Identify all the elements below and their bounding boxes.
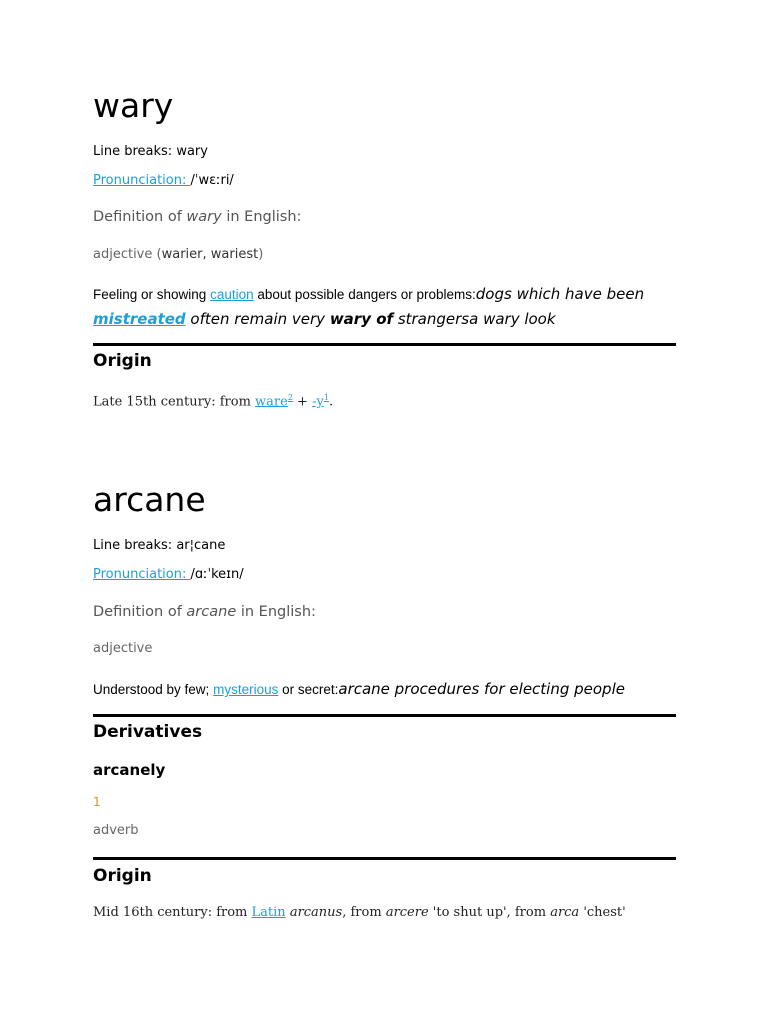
example-text: dogs which have been bbox=[475, 285, 645, 303]
definition-word: arcane bbox=[186, 604, 237, 620]
example-text: often remain very bbox=[185, 310, 330, 328]
origin-text-part: 'to shut up', from bbox=[428, 905, 551, 920]
origin-title: Origin bbox=[93, 351, 152, 371]
pronunciation-ipa: /ɑːˈkeɪn/ bbox=[190, 567, 244, 582]
derivative-word: arcanely bbox=[93, 761, 166, 779]
inflection-comparative: warier bbox=[161, 247, 203, 262]
paren-open: ( bbox=[152, 247, 162, 262]
line-breaks-label: Line breaks: bbox=[93, 144, 173, 159]
sense-text-end: or secret: bbox=[278, 682, 339, 697]
sense bbox=[93, 677, 676, 702]
part-of-speech: adjective bbox=[93, 641, 153, 656]
sense-link-caution[interactable]: caution bbox=[210, 287, 254, 302]
origin-prefix: Late 15th century: from bbox=[93, 394, 256, 410]
divider bbox=[93, 343, 676, 346]
example-text: strangersa wary look bbox=[393, 310, 556, 328]
part-of-speech bbox=[93, 246, 263, 264]
pronunciation bbox=[93, 172, 234, 190]
definition-suffix: in English: bbox=[236, 604, 316, 620]
sense-text: Understood by few; bbox=[93, 682, 214, 697]
definition-heading bbox=[93, 208, 301, 226]
paren-close: ) bbox=[258, 247, 264, 262]
example: arcane procedures for electing people bbox=[338, 680, 625, 698]
origin-text-part: 'chest' bbox=[579, 905, 626, 920]
pronunciation-link[interactable]: Pronunciation: bbox=[93, 173, 191, 188]
line-breaks-value: ar¦cane bbox=[176, 538, 226, 553]
pos-label: adjective bbox=[93, 247, 153, 262]
derivative-pos: adverb bbox=[93, 823, 139, 838]
origin-link-y[interactable]: -y bbox=[312, 394, 324, 410]
sense bbox=[93, 282, 676, 332]
divider bbox=[93, 714, 676, 717]
pronunciation-ipa: /ˈwɛːri/ bbox=[190, 173, 234, 188]
origin-prefix: Mid 16th century: from bbox=[93, 905, 252, 920]
origin-sup: 1 bbox=[323, 393, 329, 402]
origin-text bbox=[93, 389, 333, 411]
sense-text: Feeling or showing bbox=[93, 287, 211, 302]
line-breaks-label: Line breaks: bbox=[93, 538, 173, 553]
headword: wary bbox=[93, 86, 174, 125]
sense-text-end: about possible dangers or problems: bbox=[253, 287, 476, 302]
line-breaks bbox=[93, 143, 208, 161]
origin-text-part: , from bbox=[342, 905, 386, 920]
sense-number: 1 bbox=[93, 795, 101, 809]
pronunciation bbox=[93, 566, 244, 584]
example-link-mistreated[interactable]: mistreated bbox=[93, 310, 186, 328]
derivatives-title: Derivatives bbox=[93, 722, 203, 742]
origin-link-latin[interactable]: Latin bbox=[251, 905, 286, 920]
origin-text bbox=[93, 904, 626, 922]
line-breaks-value: wary bbox=[176, 144, 208, 159]
origin-sup: 2 bbox=[287, 393, 293, 402]
definition-prefix: Definition of bbox=[93, 209, 187, 225]
sense-link-mysterious[interactable]: mysterious bbox=[213, 682, 279, 697]
inflection-superlative: wariest bbox=[210, 247, 259, 262]
origin-word: arcere bbox=[385, 905, 429, 920]
example-bold: wary of bbox=[329, 310, 394, 328]
divider bbox=[93, 857, 676, 860]
origin-word: arca bbox=[550, 905, 580, 920]
pronunciation-link[interactable]: Pronunciation: bbox=[93, 567, 191, 582]
origin-plus: + bbox=[292, 394, 313, 410]
definition-prefix: Definition of bbox=[93, 604, 187, 620]
headword: arcane bbox=[93, 480, 206, 519]
line-breaks bbox=[93, 537, 225, 555]
definition-word: wary bbox=[186, 209, 222, 225]
origin-link-ware[interactable]: ware bbox=[255, 394, 288, 410]
inflection-separator: , bbox=[202, 247, 211, 262]
origin-end: . bbox=[328, 394, 334, 410]
origin-word: arcanus bbox=[289, 905, 343, 920]
origin-title: Origin bbox=[93, 866, 152, 886]
definition-suffix: in English: bbox=[221, 209, 302, 225]
definition-heading bbox=[93, 603, 316, 621]
